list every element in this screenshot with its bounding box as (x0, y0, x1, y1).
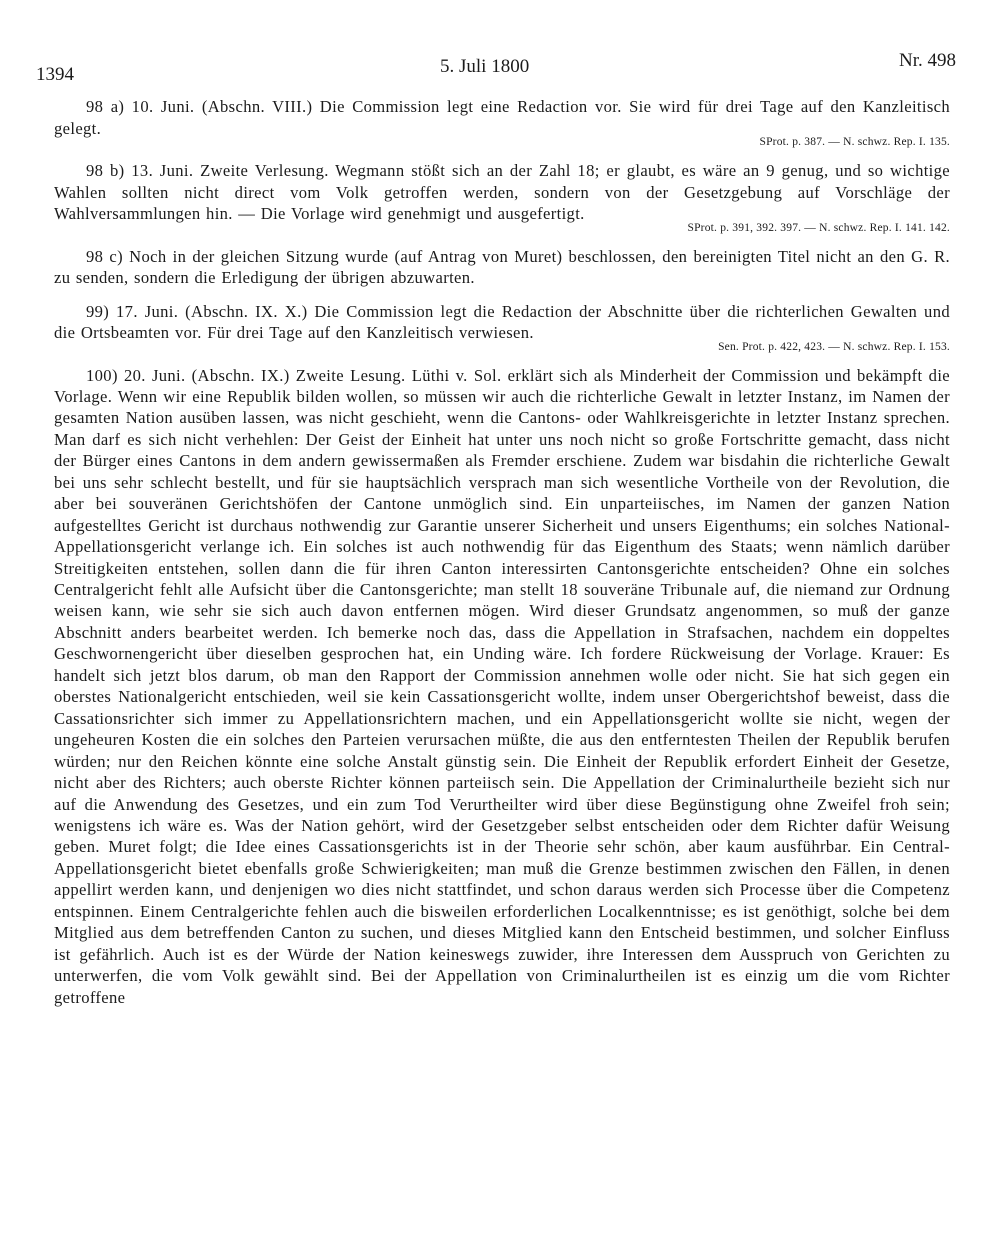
entry-text: 98 c) Noch in der gleichen Sitzung wurde (auf Antrag von Muret) beschlossen, den bereinigten Titel nicht an den G. R. zu senden, sondern die Erledigung der übrigen abzuwarten. (54, 246, 950, 287)
page-number: 1394 (36, 64, 74, 85)
entry-text: 99) 17. Juni. (Abschn. IX. X.) Die Commission legt die Redaction der Abschnitte über die richterlichen Gewalten und die Ortsbeamten vor. Für drei Tage auf den Kanzleitisch verwiesen. (54, 301, 950, 342)
header-date: 5. Juli 1800 (440, 56, 530, 77)
entry-98a (54, 96, 950, 148)
entry-100 (54, 365, 950, 1009)
entry-text: 98 a) 10. Juni. (Abschn. VIII.) Die Commission legt eine Redaction vor. Sie wird für drei Tage auf den Kanzleitisch gelegt. (54, 97, 950, 138)
document-number: Nr. 498 (899, 50, 956, 71)
entry-99 (54, 301, 950, 353)
entry-text: 98 b) 13. Juni. Zweite Verlesung. Wegmann stößt sich an der Zahl 18; er glaubt, es wäre an 9 genug, und so wichtige Wahlen sollten nicht direct vom Volk getroffen werden, sondern von der Gesetzgebung auf Vorschläge der Wahlversammlungen hin. — Die Vorlage wird genehmigt und ausgefertigt. (54, 161, 950, 223)
entry-98b (54, 160, 950, 234)
page-body (54, 96, 950, 1008)
entry-text: 100) 20. Juni. (Abschn. IX.) Zweite Lesung. Lüthi v. Sol. erklärt sich als Minderheit der Commission und bekämpft die Vorlage. Wenn wir eine Republik bilden wollen, so müssen wir auch die richterliche Gewalt in letzter Instanz, im Namen der gesamten Nation ausüben lassen, was nicht geschieht, wenn die Cantons- oder Wahlkreisgerichte in letzter Instanz sprechen. Man darf es sich nicht verhehlen: Der Geist der Einheit hat unter uns noch nicht so große Fortschritte gemacht, dass nicht der Bürger eines Cantons in dem andern gewissermaßen als Fremder erschiene. Zudem war bisdahin die richterliche Gewalt bei uns sehr schlecht bestellt, und für sie hauptsächlich versprach man sich wesentliche Vortheile von der Revolution, die aber bei souveränen Gerichtshöfen der Cantone unmöglich sind. Ein unparteiisches, im Namen der ganzen Nation aufgestelltes Gericht ist durchaus nothwendig zur Garantie unserer Sicherheit und unsers Eigenthums; ein solches National-Appellationsgericht verlange ich. Ein solches ist auch nothwendig für das Eigenthum des Staats; wenn nämlich darüber Streitigkeiten entstehen, sollen dann die für ihren Canton interessirten Cantonsgerichte entscheiden? Ohne ein solches Centralgericht fehlt alle Aufsicht über die Cantonsgerichte; man stellt 18 souveräne Tribunale auf, die niemand zur Ordnung weisen kann, wie sehr sie sich auch davon entfernen mögen. Wird dieser Grundsatz angenommen, so muß der ganze Abschnitt anders bearbeitet werden. Ich bemerke noch das, dass die Appellation in Strafsachen, nachdem ein doppeltes Geschwornengericht über dieselben gesprochen hat, ein Unding wäre. Ich fordere Rückweisung der Vorlage. Krauer: Es handelt sich jetzt blos darum, ob man den Rapport der Commission annehmen wolle oder nicht. Sie hat sich gegen ein oberstes Nationalgericht entschieden, weil sie kein Cassationsgericht wollte, indem unser Obergerichtshof beweist, dass die Cassationsrichter sich immer zu Appellationsrichtern machen, und ein Appellationsgericht wollte sie nicht, wegen der ungeheuren Kosten die ein solches den Parteien verursachen müßte, die aus den entferntesten Theilen der Republik berufen würden; nur den Reichen könnte eine solche Anstalt günstig sein. Die Einheit der Republik erfordert Einheit der Gesetze, nicht aber des Richters; auch oberste Richter können parteiisch sein. Die Appellation der Criminalurtheile bezieht sich nur auf die Anwendung des Gesetzes, und ein zum Tod Verurtheilter wird über diese Begünstigung ohne Zweifel froh sein; wenigstens ich wäre es. Was der Nation gehört, wird der Gesetzgeber selbst entscheiden oder dem Richter dafür Weisung geben. Muret folgt; die Idee eines Cassationsgerichts ist in der Theorie sehr schön, aber kaum ausführbar. Ein Central-Appellationsgericht bietet ebenfalls große Schwierigkeiten; man muß die Grenze bestimmen zwischen den Fällen, in denen appellirt werden kann, und denjenigen wo dies nicht stattfindet, und schon daraus werden sich Processe über die Competenz entspinnen. Einem Centralgerichte fehlen auch die bisweilen erforderlichen Localkenntnisse; es ist genöthigt, solche bei dem Mitglied aus dem betreffenden Canton zu suchen, und dieses Mitglied kann den Entscheid bestimmen, und solcher Einfluss ist gefährlich. Auch ist es der Würde der Nation keineswegs zuwider, ihre Interessen dem Ausspruch von Gerichten zu unterwerfen, die vom Volk gewählt sind. Bei der Appellation von Criminalurtheilen ist es einzig um die vom Richter getroffene (54, 365, 950, 1007)
source-citation: SProt. p. 387. — N. schwz. Rep. I. 135. (759, 136, 950, 148)
page-header (36, 50, 956, 85)
source-citation: Sen. Prot. p. 422, 423. — N. schwz. Rep. I. 153. (718, 340, 950, 353)
source-citation: SProt. p. 391, 392. 397. — N. schwz. Rep. I. 141. 142. (687, 221, 950, 234)
entry-98c (54, 246, 950, 289)
